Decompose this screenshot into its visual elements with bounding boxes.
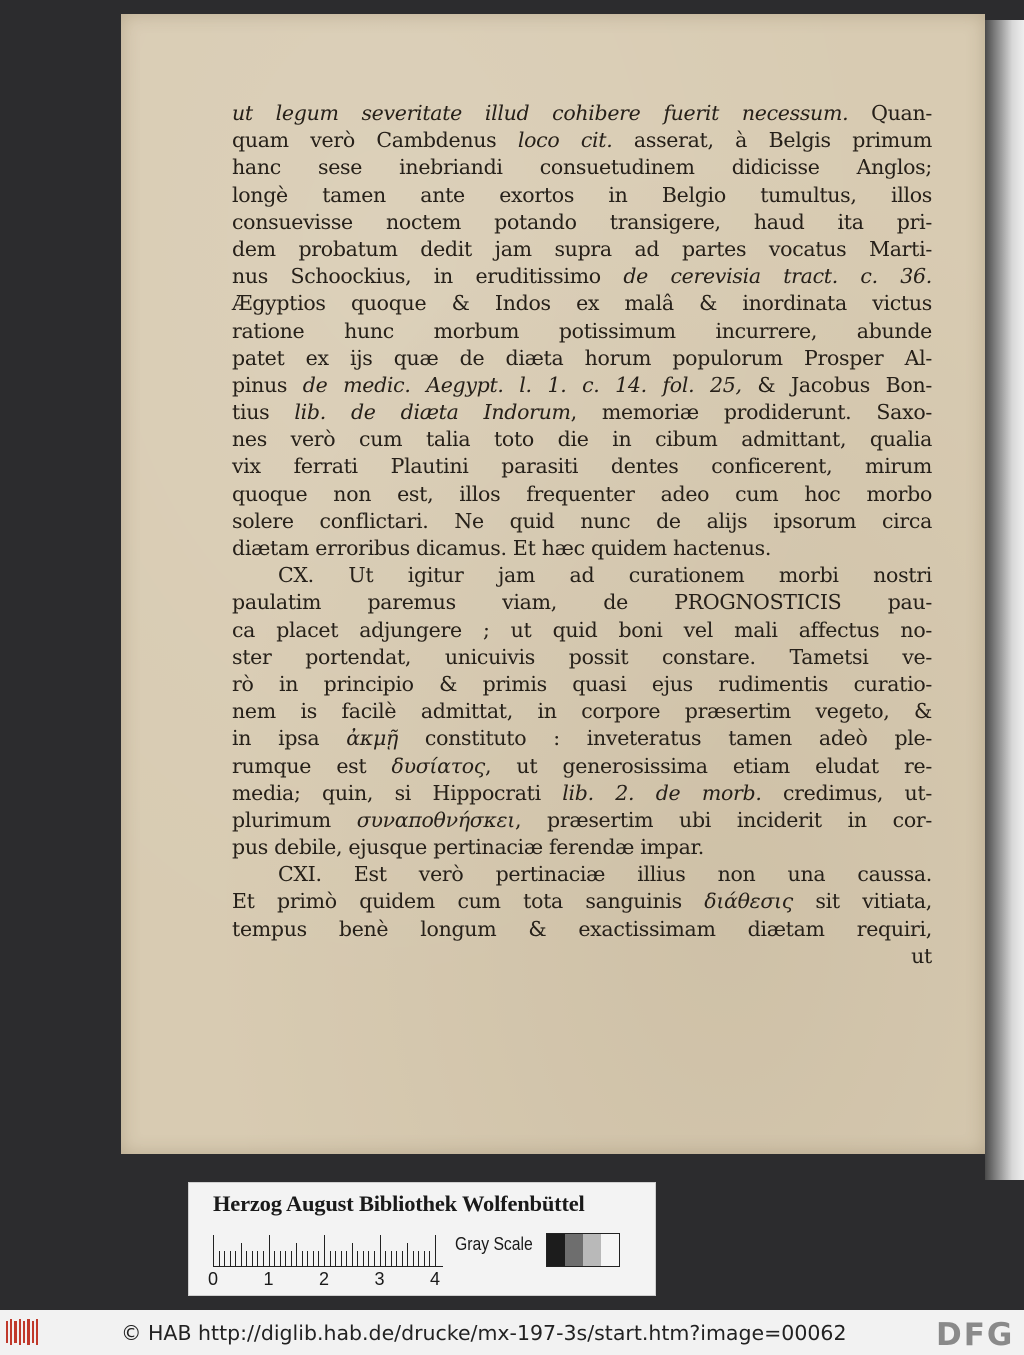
text-line xyxy=(232,617,932,644)
text-segment: vix ferrati Plautini parasiti dentes conficerent, mirum xyxy=(232,454,932,479)
text-segment: solere conflictari. Ne quid nunc de alijs ipsorum circa xyxy=(232,508,932,533)
text-line xyxy=(232,209,932,236)
ruler-number: 4 xyxy=(429,1269,441,1289)
text-line xyxy=(232,807,932,834)
text-segment: hanc sese inebriandi consuetudinem didicisse Anglos; xyxy=(232,155,932,180)
ruler-tick xyxy=(296,1243,297,1267)
text-segment: nem is facilè admittat, in corpore præsertim vegeto, & xyxy=(232,699,932,724)
text-segment: patet ex ijs quæ de diæta horum populorum Prosper Al- xyxy=(232,345,932,370)
italic-text-segment: de medic. Aegypt. l. 1. c. 14. fol. 25, xyxy=(302,372,742,397)
ruler-tick xyxy=(230,1251,231,1267)
ruler-tick xyxy=(374,1251,375,1267)
ruler-tick xyxy=(335,1251,336,1267)
text-segment: ca placet adjungere ; ut quid boni vel mali affectus no- xyxy=(232,617,932,642)
ruler-tick xyxy=(252,1251,253,1267)
text-line xyxy=(232,780,932,807)
text-line xyxy=(232,888,932,915)
ruler-tick xyxy=(413,1251,414,1267)
italic-text-segment: loco cit. xyxy=(517,128,613,153)
ruler-tick xyxy=(224,1251,225,1267)
ruler-tick xyxy=(219,1251,220,1267)
text-line xyxy=(232,481,932,508)
ruler-tick xyxy=(363,1251,364,1267)
text-line xyxy=(232,100,932,127)
ruler-tick xyxy=(213,1235,214,1267)
text-segment: tius xyxy=(232,400,295,425)
text-line xyxy=(232,508,932,535)
text-line xyxy=(232,753,932,780)
text-line xyxy=(232,399,932,426)
text-segment: Quan- xyxy=(848,101,932,125)
text-segment: nus Schoockius, in eruditissimo xyxy=(232,264,624,289)
footer-bar xyxy=(0,1310,1024,1355)
barcode-icon xyxy=(6,1319,38,1345)
text-segment: tempus benè longum & exactissimam diætam requiri, xyxy=(232,916,932,941)
text-line xyxy=(232,861,932,888)
library-label xyxy=(188,1182,656,1296)
text-line xyxy=(232,834,932,861)
gray-swatch-cell xyxy=(583,1234,601,1266)
text-segment: in ipsa xyxy=(232,726,347,751)
ruler-tick xyxy=(346,1251,347,1267)
ruler-tick xyxy=(313,1251,314,1267)
ruler-tick xyxy=(402,1251,403,1267)
text-segment: ratione hunc morbum potissimum incurrere, abunde xyxy=(232,318,932,343)
text-line xyxy=(232,671,932,698)
gray-scale-swatch xyxy=(546,1233,620,1267)
text-segment: Ægyptios quoque & Indos ex malâ & inordinata victus xyxy=(232,291,932,316)
text-line xyxy=(232,943,932,970)
text-segment: asserat, à Belgis primum xyxy=(612,128,932,153)
ruler-tick xyxy=(291,1251,292,1267)
italic-text-segment: lib. de diæta Indorum xyxy=(294,400,571,425)
gray-scale-label: Gray Scale xyxy=(455,1233,533,1254)
text-segment: diætam erroribus dicamus. Et hæc quidem hactenus. xyxy=(232,536,772,560)
text-segment: paulatim paremus viam, de PROGNOSTICIS pau- xyxy=(232,590,932,615)
text-line xyxy=(232,426,932,453)
text-segment: nes verò cum talia toto die in cibum admittant, qualia xyxy=(232,427,932,452)
next-page-edge xyxy=(985,20,1024,1180)
dfg-logo xyxy=(934,1317,1020,1349)
text-segment: , memoriæ prodiderunt. Saxo- xyxy=(570,400,932,425)
text-segment: Et primò quidem cum tota sanguinis xyxy=(232,889,705,914)
text-line xyxy=(232,535,932,562)
text-segment: sit vitiata, xyxy=(792,889,932,914)
italic-text-segment: ἀκμῇ xyxy=(346,726,398,751)
text-line xyxy=(232,372,932,399)
text-line xyxy=(232,644,932,671)
text-line xyxy=(232,725,932,752)
ruler-tick xyxy=(407,1243,408,1267)
library-label-title: Herzog August Bibliothek Wolfenbüttel xyxy=(213,1191,585,1216)
ruler-tick xyxy=(307,1251,308,1267)
text-line xyxy=(232,589,932,616)
ruler-number: 0 xyxy=(207,1269,219,1289)
text-line xyxy=(232,698,932,725)
ruler-tick xyxy=(435,1235,436,1267)
text-segment: pus debile, ejusque pertinaciæ ferendæ impar. xyxy=(232,835,704,860)
text-segment: quam verò Cambdenus xyxy=(232,128,518,153)
ruler-tick xyxy=(269,1235,270,1267)
page-text xyxy=(232,100,932,970)
ruler-tick xyxy=(318,1251,319,1267)
italic-text-segment: de cerevisia tract. c. 36. xyxy=(623,264,932,289)
text-line xyxy=(232,236,932,263)
text-segment: CX. Ut igitur jam ad curationem morbi nostri xyxy=(278,563,932,588)
gray-swatch-cell xyxy=(547,1234,565,1266)
text-segment: media; quin, si Hippocrati xyxy=(232,780,563,805)
text-segment: rumque est xyxy=(232,753,392,778)
ruler-tick xyxy=(380,1235,381,1267)
ruler-number: 1 xyxy=(263,1269,274,1289)
italic-text-segment: lib. 2. de morb. xyxy=(562,780,762,805)
text-segment: constituto : inveteratus tamen adeò ple- xyxy=(397,726,932,751)
ruler-tick xyxy=(424,1251,425,1267)
ruler-tick xyxy=(341,1251,342,1267)
ruler-tick xyxy=(241,1243,242,1267)
ruler-tick xyxy=(385,1251,386,1267)
text-segment: CXI. Est verò pertinaciæ illius non una caussa. xyxy=(278,862,932,887)
italic-text-segment: δυσίατος xyxy=(391,753,485,778)
gray-swatch-cell xyxy=(601,1234,619,1266)
text-line xyxy=(232,562,932,589)
text-line xyxy=(232,127,932,154)
ruler-tick xyxy=(324,1235,325,1267)
ruler-tick xyxy=(368,1251,369,1267)
text-segment: ut xyxy=(911,943,932,968)
ruler-baseline xyxy=(213,1266,443,1267)
footer-source-link[interactable]: © HAB http://diglib.hab.de/drucke/mx-197-3s/start.htm?image=00062 xyxy=(121,1321,847,1345)
ruler-tick xyxy=(330,1251,331,1267)
italic-text-segment: συναποθνήσκει xyxy=(356,807,515,832)
text-line xyxy=(232,154,932,181)
measurement-ruler xyxy=(213,1235,443,1267)
ruler-number: 2 xyxy=(318,1269,330,1289)
text-segment: rò in principio & primis quasi ejus rudimentis curatio- xyxy=(232,671,932,696)
text-line xyxy=(232,345,932,372)
ruler-tick xyxy=(429,1251,430,1267)
dfg-logo-text: DFG xyxy=(936,1317,1015,1349)
ruler-tick xyxy=(391,1251,392,1267)
text-segment: credimus, ut- xyxy=(761,780,932,805)
ruler-tick xyxy=(263,1251,264,1267)
text-line xyxy=(232,318,932,345)
ruler-tick xyxy=(396,1251,397,1267)
ruler-number: 3 xyxy=(374,1269,385,1289)
text-segment: , ut generosissima etiam eludat re- xyxy=(484,753,932,778)
text-segment: quoque non est, illos frequenter adeo cum hoc morbo xyxy=(232,481,932,506)
text-line xyxy=(232,263,932,290)
text-segment: plurimum xyxy=(232,807,357,832)
text-segment: , præsertim ubi inciderit in cor- xyxy=(515,807,932,832)
ruler-tick xyxy=(302,1251,303,1267)
ruler-tick xyxy=(257,1251,258,1267)
italic-text-segment: διάθεσις xyxy=(704,889,793,914)
ruler-tick xyxy=(235,1251,236,1267)
ruler-tick xyxy=(285,1251,286,1267)
text-segment: pinus xyxy=(232,372,303,397)
text-segment: longè tamen ante exortos in Belgio tumultus, illos xyxy=(232,182,932,207)
italic-text-segment: ut legum severitate illud cohibere fuerit necessum. xyxy=(232,101,849,125)
text-line xyxy=(232,453,932,480)
ruler-tick xyxy=(274,1251,275,1267)
ruler-tick xyxy=(418,1251,419,1267)
text-segment: consuevisse noctem potando transigere, haud ita pri- xyxy=(232,209,932,234)
ruler-tick xyxy=(280,1251,281,1267)
text-segment: dem probatum dedit jam supra ad partes vocatus Marti- xyxy=(232,236,932,261)
text-line xyxy=(232,916,932,943)
ruler-tick xyxy=(352,1243,353,1267)
text-line xyxy=(232,182,932,209)
text-segment: ster portendat, unicuivis possit constare. Tametsi ve- xyxy=(232,644,932,669)
text-segment: & Jacobus Bon- xyxy=(741,372,932,397)
ruler-tick xyxy=(357,1251,358,1267)
text-line xyxy=(232,290,932,317)
ruler-tick xyxy=(246,1251,247,1267)
gray-swatch-cell xyxy=(565,1234,583,1266)
